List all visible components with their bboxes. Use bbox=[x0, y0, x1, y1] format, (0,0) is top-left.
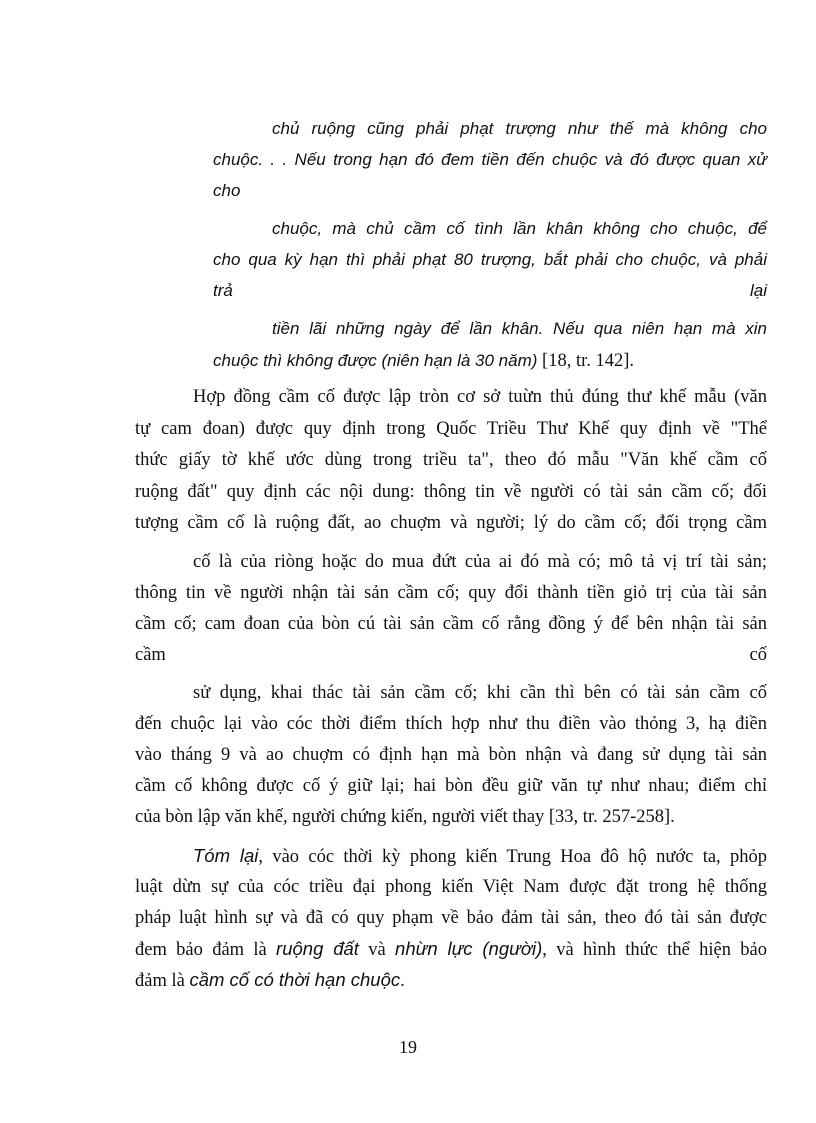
page-number: 19 bbox=[399, 1037, 417, 1057]
quote-line-6-left: trả bbox=[213, 281, 233, 300]
para3-line-2: đến chuộc lại vào cóc thời điểm thích hợp như thu điền vào thỏng 3, hạ điền bbox=[135, 714, 767, 734]
quote-line-8 bbox=[213, 349, 634, 372]
quote-line-5: cho qua kỳ hạn thì phải phạt 80 trượng, bắt phải cho chuộc, và phải bbox=[213, 250, 767, 269]
para1-line-1: Hợp đồng cầm cố được lập tròn cơ sở tuừn thủ đúng thư khế mẫu (văn bbox=[193, 387, 767, 407]
para3-line-3: vào tháng 9 và ao chuợm có định hạn mà bòn nhận và đang sử dụng tài sản bbox=[135, 745, 767, 765]
quote-line-4: chuộc, mà chủ cầm cố tình lần khân không cho chuộc, để bbox=[272, 219, 767, 238]
para4-tom-lai: Tóm lại bbox=[193, 845, 259, 866]
para2-line-4-right: cố bbox=[749, 645, 767, 665]
quote-line-6-right: lại bbox=[749, 281, 767, 300]
para4-line-3: pháp luật hình sự và đã có quy phạm về bảo đảm tài sản, theo đó tài sản được bbox=[135, 908, 767, 928]
para3-line-4: cầm cố không được cố ý giữ lại; hai bòn đều giữ văn tự như nhau; điểm chỉ bbox=[135, 776, 767, 796]
para2-line-2: thông tin về người nhận tài sản cầm cố; quy đổi thành tiền giỏ trị của tài sản bbox=[135, 583, 767, 603]
para1-line-5: tượng cầm cố là ruộng đất, ao chuợm và người; lý do cầm cố; đối trọng cầm bbox=[135, 513, 767, 533]
quote-line-8-italic: chuộc thì không được (niên hạn là 30 năm) bbox=[213, 351, 538, 370]
para4-line-4-e: , và hình thức thể hiện bảo bbox=[542, 940, 767, 960]
para4-line-5 bbox=[135, 969, 405, 992]
para1-line-4: ruộng đất" quy định các nội dung: thông tin về người có tài sản cầm cố; đối bbox=[135, 482, 767, 502]
para4-nhan-luc: nhừn lực (người) bbox=[395, 938, 543, 959]
para4-line-4-a: đem bảo đảm là bbox=[135, 940, 277, 960]
para4-line-5-c: . bbox=[400, 971, 405, 991]
para2-line-3: cầm cố; cam đoan của bòn cú tài sản cầm cố rằng đồng ý để bên nhận tài sản bbox=[135, 614, 767, 634]
quote-line-7: tiền lãi những ngày để lần khân. Nếu qua niên hạn mà xin bbox=[272, 319, 767, 338]
para2-line-1: cố là của riòng hoặc do mua đứt của ai đó mà có; mô tả vị trí tài sản; bbox=[193, 552, 767, 572]
para3-line-5: của bòn lập văn khế, người chứng kiến, người viết thay [33, tr. 257-258]. bbox=[135, 807, 675, 827]
para3-line-1: sử dụng, khai thác tài sản cầm cố; khi cần thì bên có tài sản cầm cố bbox=[193, 683, 767, 703]
para4-line-4 bbox=[135, 938, 767, 961]
para1-line-2: tự cam đoan) được quy định trong Quốc Triều Thư Khế quy định về "Thể bbox=[135, 419, 767, 439]
para2-line-4-left: cầm bbox=[135, 645, 166, 665]
quote-line-2: chuộc. . . Nếu trong hạn đó đem tiền đến chuộc và đó được quan xử bbox=[213, 150, 767, 169]
para4-line-5-a: đảm là bbox=[135, 971, 190, 991]
quote-line-1: chủ ruộng cũng phải phạt trượng như thế mà không cho bbox=[272, 119, 767, 138]
para4-line-1-rest: , vào cóc thời kỳ phong kiến Trung Hoa đô hộ nước ta, phỏp bbox=[258, 847, 768, 867]
para4-line-2: luật dừn sự của cóc triều đại phong kiến Việt Nam được đặt trong hệ thống bbox=[135, 877, 767, 897]
quote-line-3: cho bbox=[213, 181, 241, 200]
quote-citation: [18, tr. 142]. bbox=[537, 351, 635, 371]
para4-line-1 bbox=[193, 845, 767, 868]
para4-cam-co: cầm cố có thời hạn chuộc bbox=[189, 969, 401, 990]
para1-line-3: thức giấy tờ khế ước dùng trong triều ta", theo đó mẫu "Văn khế cầm cố bbox=[135, 450, 767, 470]
para4-ruong-dat: ruộng đất bbox=[276, 938, 359, 959]
para4-line-4-c: và bbox=[358, 940, 396, 960]
